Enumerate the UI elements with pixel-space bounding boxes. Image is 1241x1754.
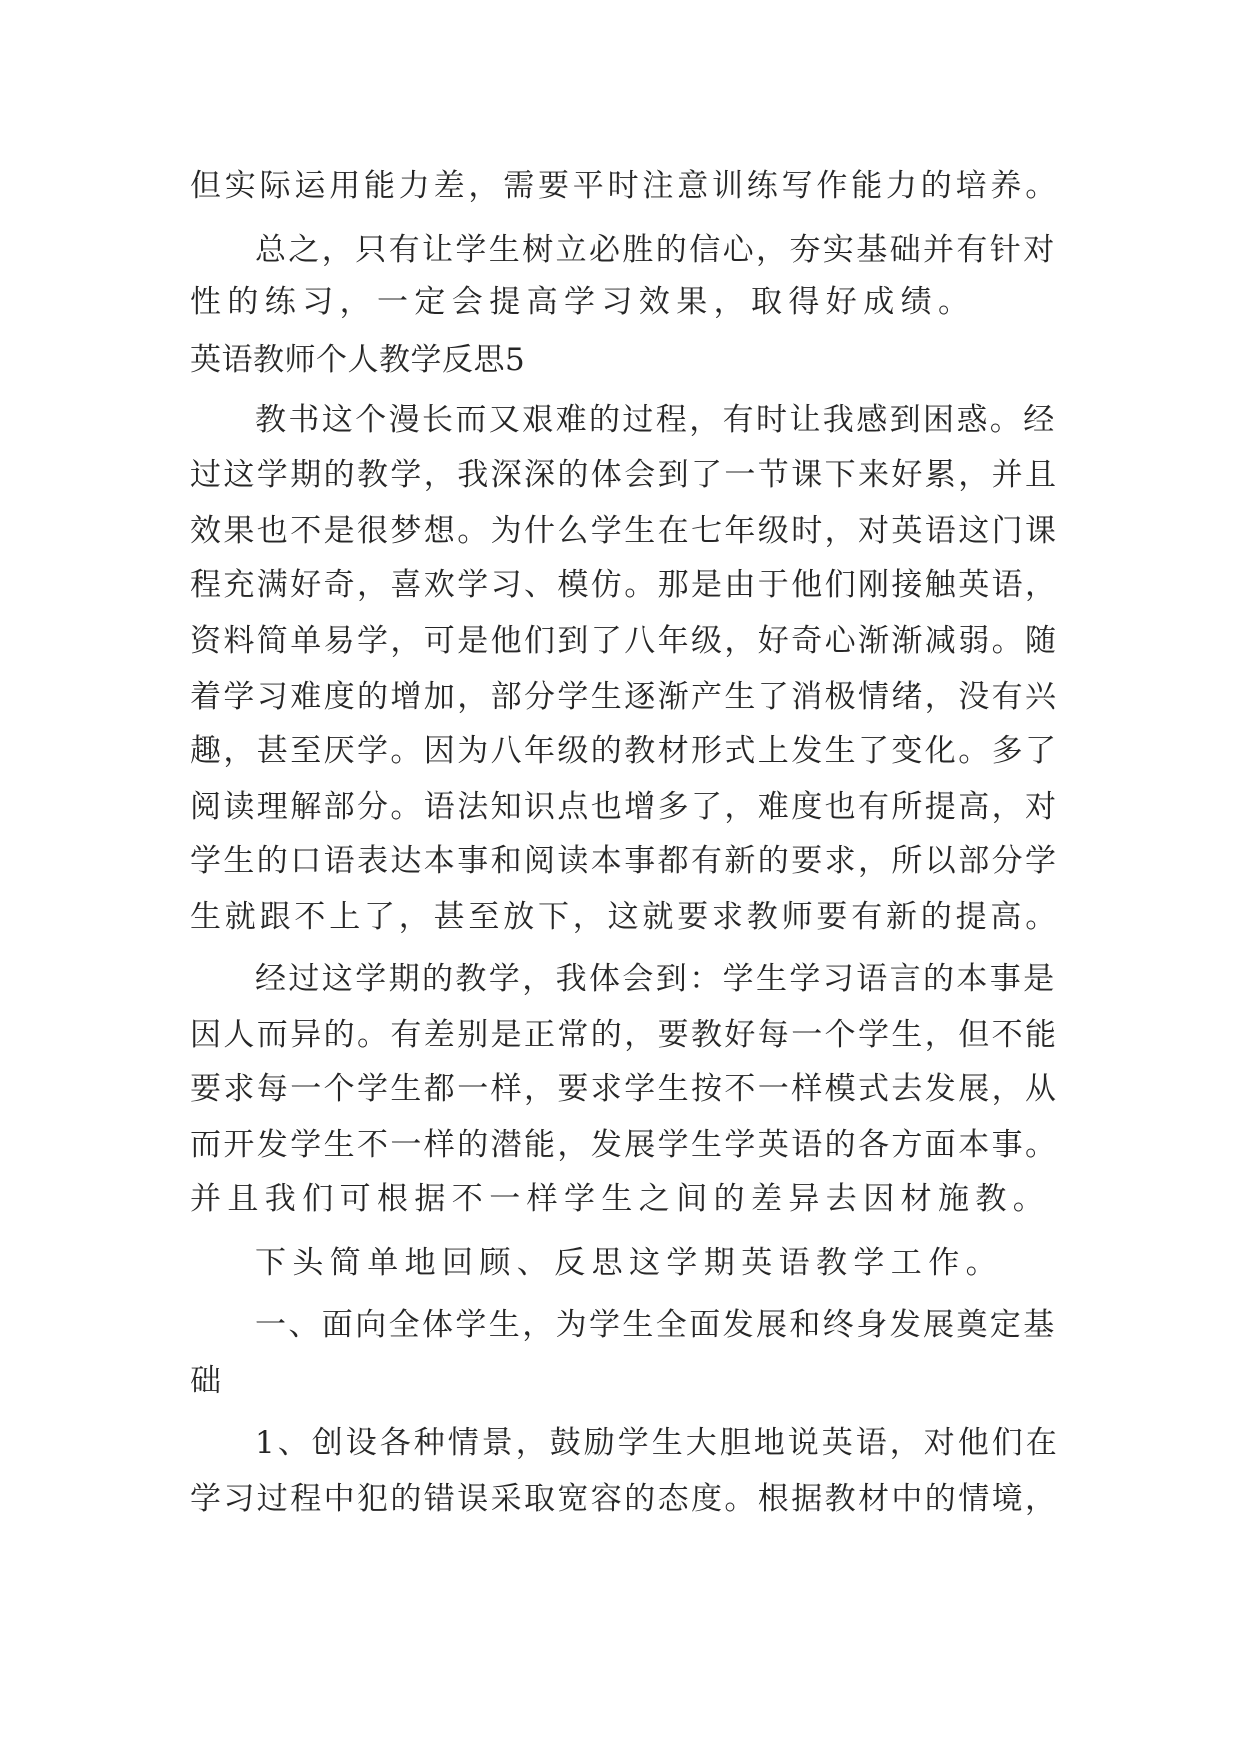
text-line: 学习过程中犯的错误采取宽容的态度。根据教材中的情境， [190, 1481, 1059, 1517]
text-line: 总之，只有让学生树立必胜的信心，夯实基础并有针对 [255, 232, 1057, 268]
text-line: 1、创设各种情景，鼓励学生大胆地说英语，对他们在 [255, 1425, 1060, 1461]
text-line: 要求每一个学生都一样，要求学生按不一样模式去发展，从 [190, 1071, 1059, 1107]
text-line: 因人而异的。有差别是正常的，要教好每一个学生，但不能 [190, 1017, 1059, 1053]
text-line: 趣，甚至厌学。因为八年级的教材形式上发生了变化。多了 [190, 733, 1059, 769]
text-line: 性的练习，一定会提高学习效果，取得好成绩。 [190, 284, 976, 320]
text-line: 一、面向全体学生，为学生全面发展和终身发展奠定基 [255, 1307, 1057, 1343]
text-line: 过这学期的教学，我深深的体会到了一节课下来好累，并且 [190, 457, 1059, 493]
text-line: 学生的口语表达本事和阅读本事都有新的要求，所以部分学 [190, 843, 1059, 879]
text-line: 效果也不是很梦想。为什么学生在七年级时，对英语这门课 [190, 513, 1059, 549]
section-heading: 英语教师个人教学反思5 [190, 342, 526, 378]
text-line: 下头简单地回顾、反思这学期英语教学工作。 [255, 1245, 1003, 1281]
text-line: 教书这个漫长而又艰难的过程，有时让我感到困惑。经 [255, 402, 1057, 438]
text-line: 础 [190, 1363, 228, 1399]
text-line: 生就跟不上了，甚至放下，这就要求教师要有新的提高。 [190, 899, 1060, 935]
text-line: 并且我们可根据不一样学生之间的差异去因材施教。 [190, 1181, 1051, 1217]
text-line: 而开发学生不一样的潜能，发展学生学英语的各方面本事。 [190, 1127, 1059, 1163]
text-line: 阅读理解部分。语法知识点也增多了，难度也有所提高，对 [190, 789, 1059, 825]
text-line: 程充满好奇，喜欢学习、模仿。那是由于他们刚接触英语， [190, 567, 1059, 603]
text-line: 着学习难度的增加，部分学生逐渐产生了消极情绪，没有兴 [190, 679, 1059, 715]
text-line: 经过这学期的教学，我体会到：学生学习语言的本事是 [255, 961, 1057, 997]
text-line: 资料简单易学，可是他们到了八年级，好奇心渐渐减弱。随 [190, 623, 1059, 659]
text-line: 但实际运用能力差，需要平时注意训练写作能力的培养。 [190, 168, 1060, 204]
